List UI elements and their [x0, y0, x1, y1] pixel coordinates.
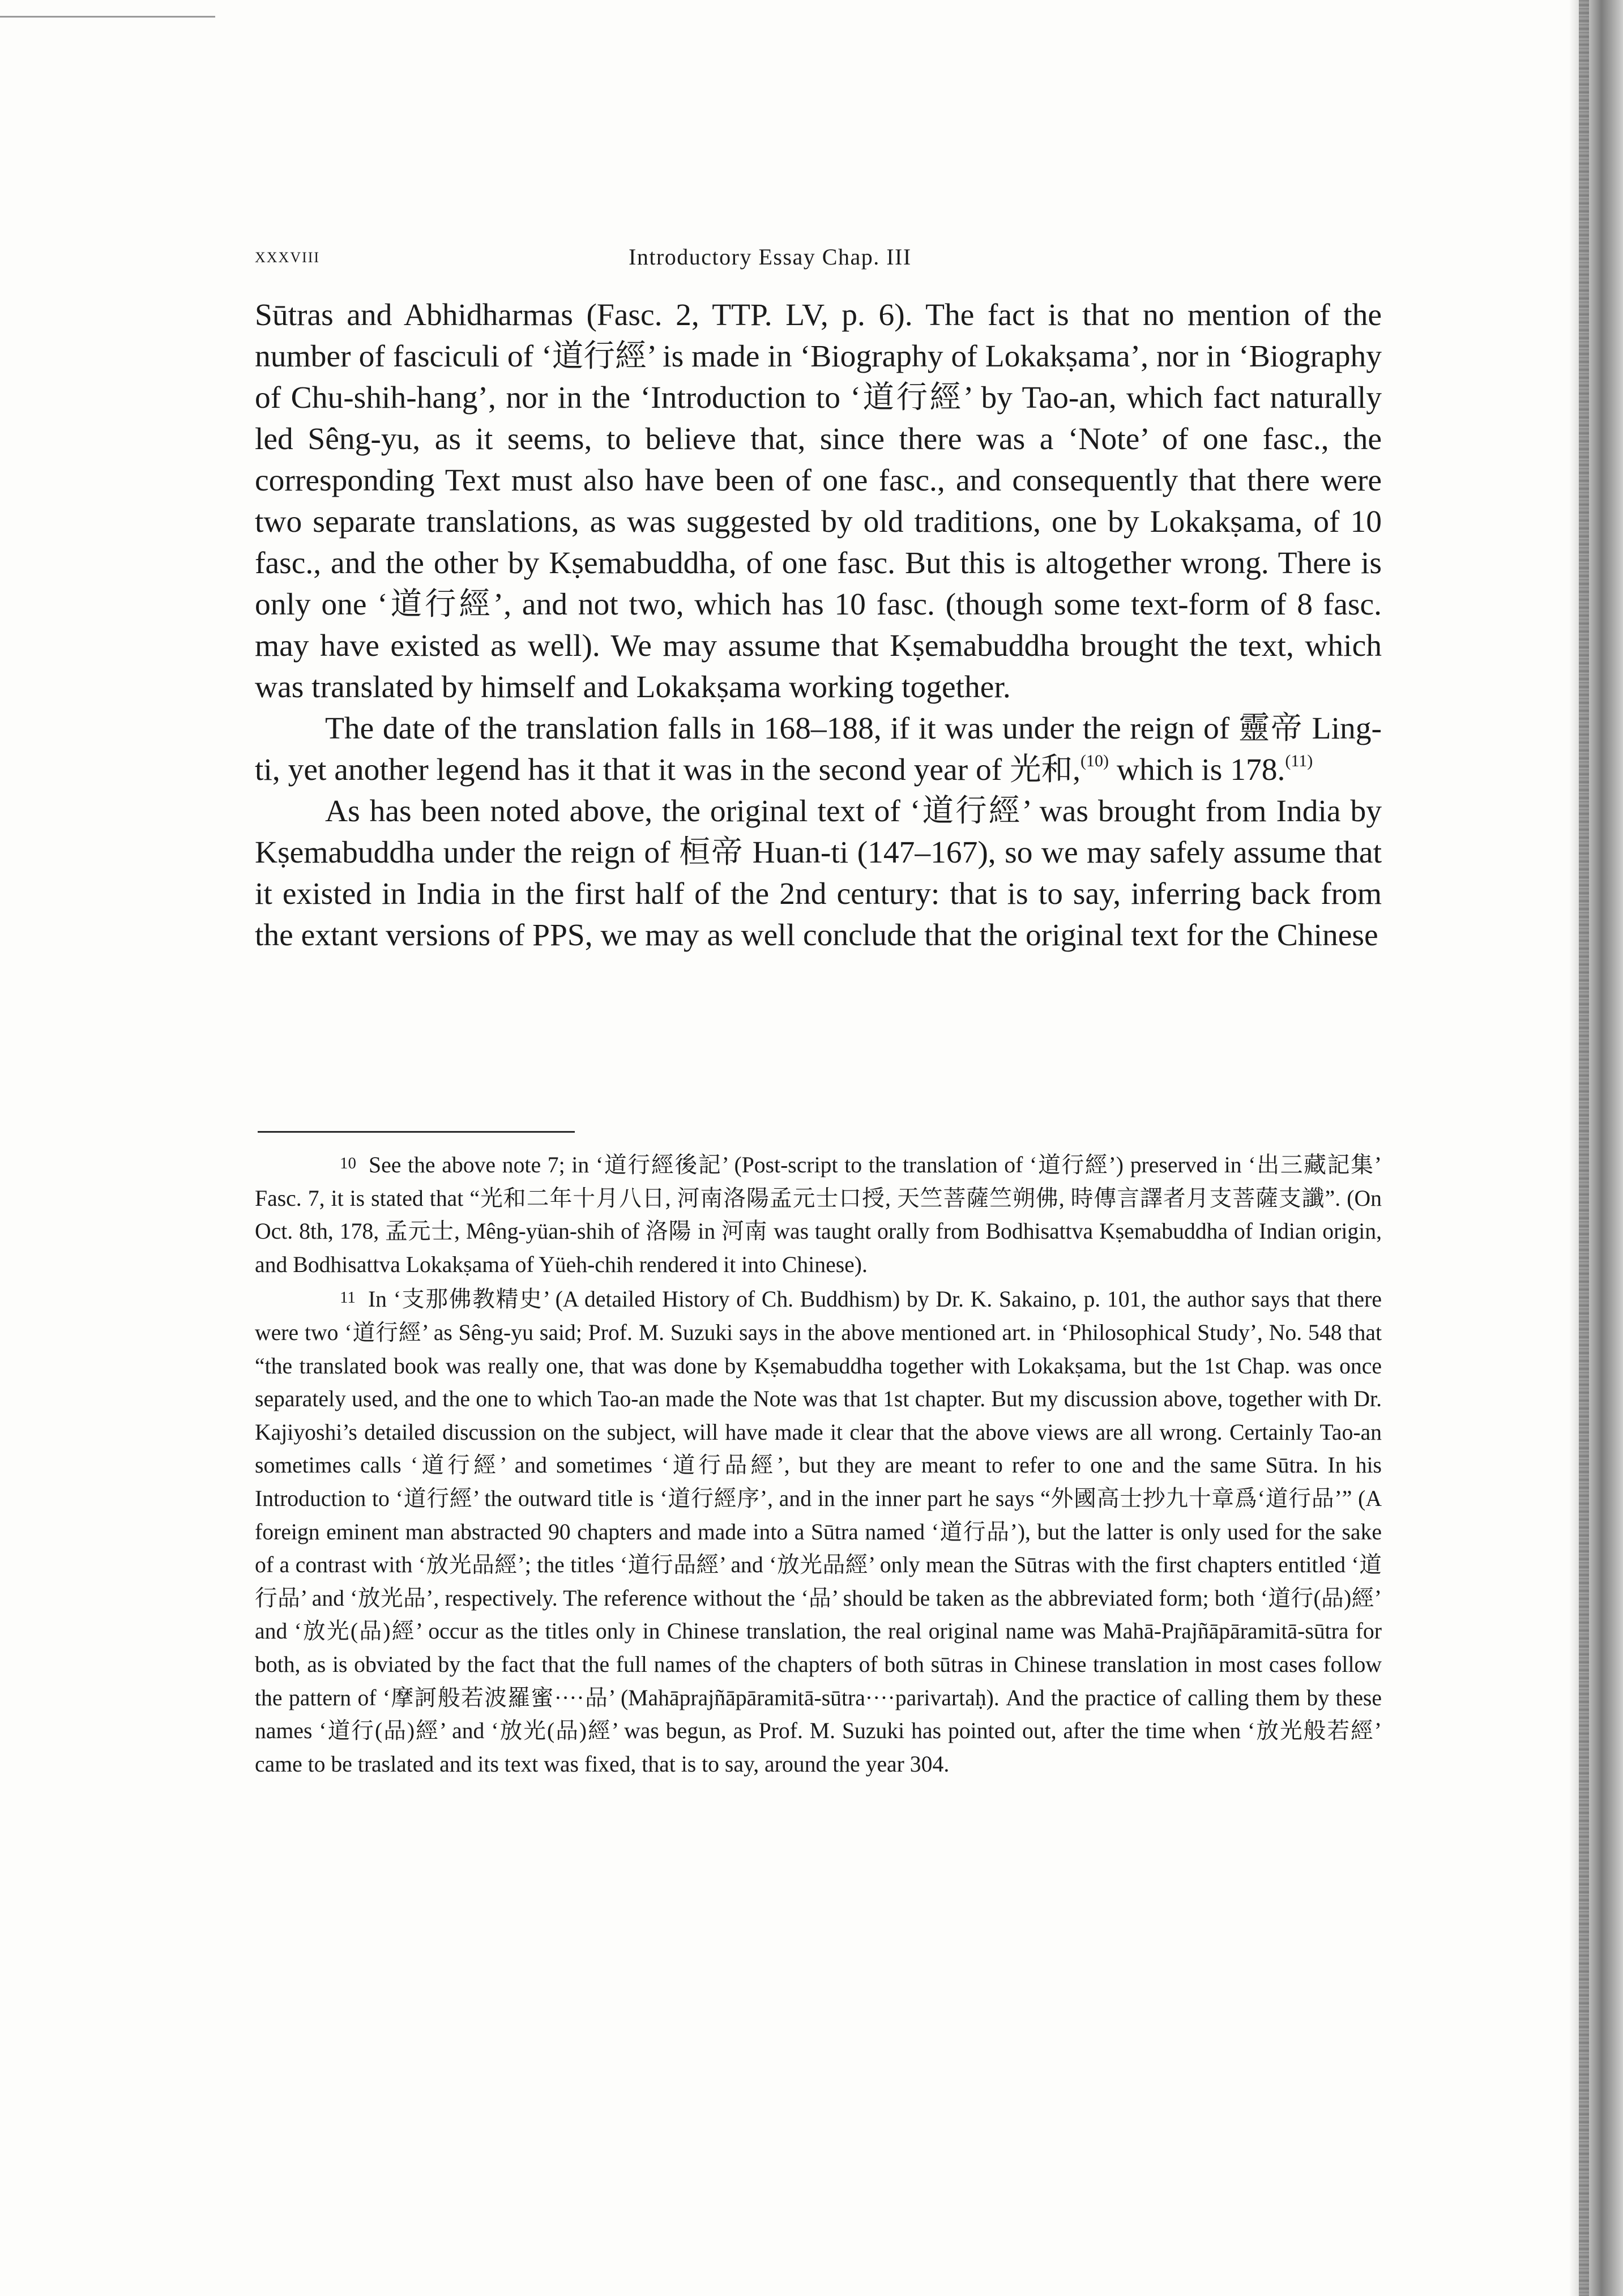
page-number: xxxviii [255, 244, 321, 267]
paragraph-2 [255, 708, 1382, 791]
page-edge-shadow [1569, 0, 1623, 2296]
footnote-divider [258, 1131, 575, 1133]
footnote-text: In ‘支那佛教精史’ (A detailed History of Ch. Buddhism) by Dr. K. Sakaino, p. 101, the author says that there were two ‘道行經’ as Sêng-yu said; Prof. M. Suzuki says in the above mentioned art. in ‘Philosophical Study’, No. 548 that “the translated book was really one, that was done by Kṣemabuddha together with Lokakṣama, but the 1st Chap. was once separately used, and the one to which Tao-an made the Note was that 1st chapter. But my discussion above, together with Dr. Kajiyoshi’s detailed discussion on the subject, will have made it clear that the above views are all wrong. Certainly Tao-an sometimes calls ‘道行經’ and sometimes ‘道行品經’, but they are meant to refer to one and the same Sūtra. In his Introduction to ‘道行經’ the outward title is ‘道行經序’, and in the inner part he says “外國高士抄九十章爲‘道行品’” (A foreign eminent man abstracted 90 chapters and made into a Sūtra named ‘道行品’), but the latter is only used for the sake of a contrast with ‘放光品經’; the titles ‘道行品經’ and ‘放光品經’ only mean the Sūtras with the first chapters entitled ‘道行品’ and ‘放光品’, respectively. The reference without the ‘品’ should be taken as the abbreviated form; both ‘道行(品)經’ and ‘放光(品)經’ occur as the titles only in Chinese translation, the real original name was Mahā-Prajñāpāramitā-sūtra for both, as is obviated by the fact that the full names of the chapters of both sūtras in Chinese translation in most cases follow the pattern of ‘摩訶般若波羅蜜····品’ (Mahāprajñāpāramitā-sūtra····parivartaḥ). And the practice of calling them by these names ‘道行(品)經’ and ‘放光(品)經’ was begun, as Prof. M. Suzuki has pointed out, after the time when ‘放光般若經’ came to be traslated and its text was fixed, that is to say, around the year 304. [255, 1287, 1382, 1777]
footnote-10 [255, 1147, 1382, 1281]
footnote-ref-11[interactable]: (11) [1285, 752, 1313, 770]
running-head [255, 244, 1382, 278]
footnote-ref-10[interactable]: (10) [1080, 752, 1109, 770]
page-edge-strip [1579, 0, 1589, 2296]
footnote-11 [255, 1281, 1382, 1781]
paragraph-2-text: The date of the translation falls in 168–188, if it was under the reign of 靈帝 Ling-ti, yet another legend has it that it was in the second year of 光和, [255, 711, 1382, 787]
footnotes [255, 1147, 1382, 1781]
footnote-number: 11 [340, 1288, 356, 1307]
scan-artifact-line [0, 16, 215, 18]
paragraph-3: As has been noted above, the original text of ‘道行經’ was brought from India by Kṣemabuddha under the reign of 桓帝 Huan-ti (147–167), so we may safely assume that it existed in India in the first half of the 2nd century: that is to say, inferring back from the extant versions of PPS, we may as well conclude that the original text for the Chinese [255, 794, 1382, 953]
footnote-text: See the above note 7; in ‘道行經後記’ (Post-script to the translation of ‘道行經’) preserved in ‘出三藏記集’ Fasc. 7, it is stated that “光和二年十月八日, 河南洛陽孟元士口授, 天竺菩薩竺朔佛, 時傳言譯者月支菩薩支讖”. (On Oct. 8th, 178, 孟元士, Mêng-yüan-shih of 洛陽 in 河南 was taught orally from Bodhisattva Kṣemabuddha of Indian origin, and Bodhisattva Lokakṣama of Yüeh-chih rendered it into Chinese). [255, 1153, 1382, 1277]
paragraph-2-tail: which is 178. [1109, 753, 1285, 787]
main-text [255, 295, 1382, 956]
running-title: Introductory Essay Chap. III [629, 244, 912, 270]
paragraph-1: Sūtras and Abhidharmas (Fasc. 2, TTP. LV, p. 6). The fact is that no mention of the number of fasciculi of ‘道行經’ is made in ‘Biography of Lokakṣama’, nor in ‘Biography of Chu-shih-hang’, nor in the ‘Introduction to ‘道行經’ by Tao-an, which fact naturally led Sêng-yu, as it seems, to believe that, since there was a ‘Note’ of one fasc., the corresponding Text must also have been of one fasc., and consequently that there were two separate translations, as was suggested by old traditions, one by Lokakṣama, of 10 fasc., and the other by Kṣemabuddha, of one fasc. But this is altogether wrong. There is only one ‘道行經’, and not two, which has 10 fasc. (though some text-form of 8 fasc. may have existed as well). We may assume that Kṣemabuddha brought the text, which was translated by himself and Lokakṣama working together. [255, 298, 1382, 705]
footnote-number: 10 [340, 1154, 356, 1172]
